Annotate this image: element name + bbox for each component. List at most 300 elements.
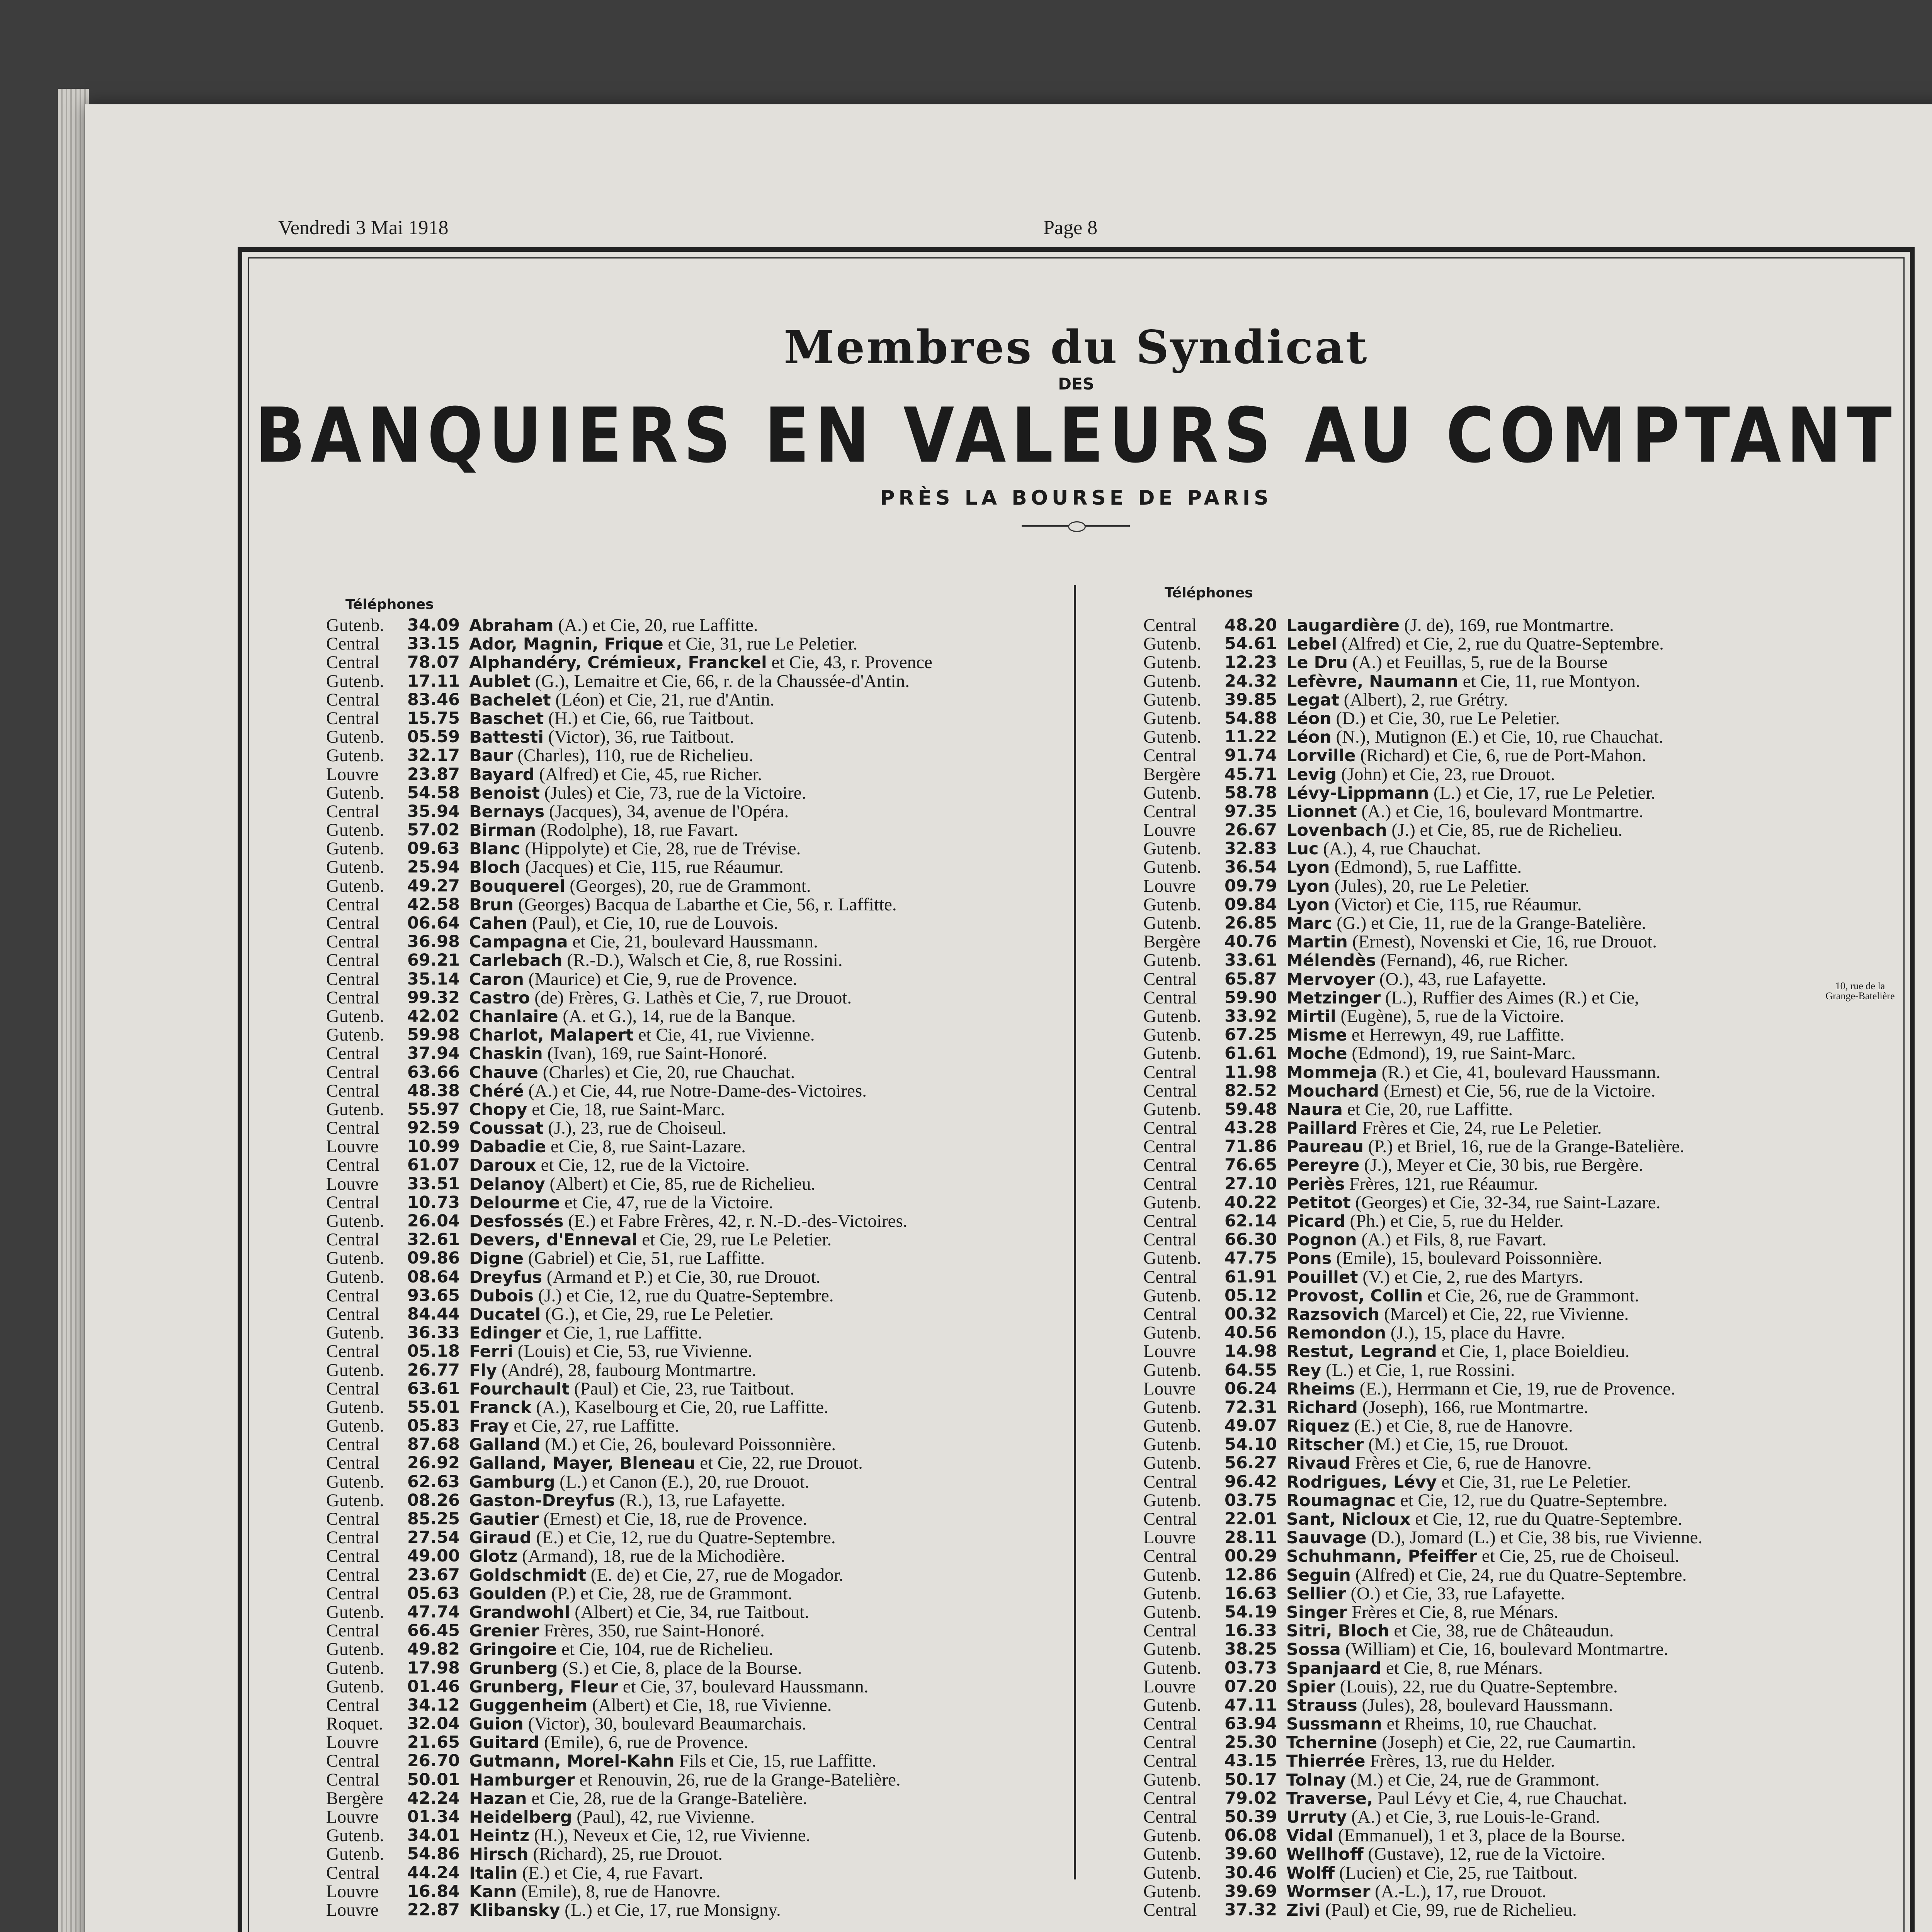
phone-number: 35.94 xyxy=(407,801,460,821)
member-address: (G.), et Cie, 29, rue Le Peletier. xyxy=(545,1304,774,1324)
phone-number: 59.48 xyxy=(1225,1099,1277,1119)
member-entry xyxy=(469,1435,836,1454)
member-row xyxy=(326,1082,932,1100)
member-name: Delanoy xyxy=(469,1174,545,1194)
exchange: Central xyxy=(1143,1304,1197,1324)
member-address: (J.), 23, rue de Choiseul. xyxy=(548,1118,727,1138)
member-address: et Cie, 12, rue du Quatre-Septembre. xyxy=(1400,1490,1668,1510)
member-address: et Cie, 38, rue de Châteaudun. xyxy=(1394,1621,1614,1641)
member-entry xyxy=(469,1007,796,1026)
member-name: Baschet xyxy=(469,709,544,728)
exchange: Central xyxy=(1143,801,1197,821)
phone-number: 91.74 xyxy=(1225,746,1277,765)
member-row xyxy=(1143,1510,1702,1528)
member-name: Battesti xyxy=(469,728,544,747)
phone-number: 34.12 xyxy=(407,1695,460,1715)
phone-number: 69.21 xyxy=(407,951,460,970)
member-address: (D.), Jomard (L.) et Cie, 38 bis, rue Vivienne. xyxy=(1371,1527,1703,1548)
member-row xyxy=(1143,1733,1702,1752)
member-row xyxy=(1143,1435,1702,1454)
phone-number: 66.30 xyxy=(1225,1230,1277,1250)
exchange: Central xyxy=(1143,1807,1197,1827)
member-name: Chaskin xyxy=(469,1044,543,1064)
phone-number: 09.63 xyxy=(407,839,460,859)
member-name: Lyon xyxy=(1286,858,1330,878)
member-row xyxy=(326,1733,932,1752)
member-address: (Paul) et Cie, 23, rue Taitbout. xyxy=(574,1378,794,1399)
member-entry xyxy=(469,970,797,988)
exchange: Gutenb. xyxy=(1143,1434,1202,1455)
member-row xyxy=(326,1007,932,1026)
member-entry xyxy=(469,1193,773,1212)
member-name: Grunberg, Fleur xyxy=(469,1677,619,1697)
member-name: Moche xyxy=(1286,1044,1347,1064)
member-name: Ducatel xyxy=(469,1304,541,1324)
member-address: (Fernand), 46, rue Richer. xyxy=(1380,950,1568,971)
exchange: Gutenb. xyxy=(326,1602,384,1622)
exchange: Louvre xyxy=(1143,1676,1196,1697)
member-entry xyxy=(469,802,789,821)
exchange: Central xyxy=(1143,1509,1197,1529)
member-entry xyxy=(469,1137,746,1156)
phone-number: 82.52 xyxy=(1225,1081,1277,1100)
phone-number: 26.67 xyxy=(1225,820,1277,840)
member-entry xyxy=(1286,1882,1546,1901)
phone-number: 36.33 xyxy=(407,1323,460,1343)
member-entry xyxy=(469,1342,752,1361)
member-row xyxy=(1143,1379,1702,1398)
member-name: Urruty xyxy=(1286,1808,1347,1827)
member-entry xyxy=(469,616,758,634)
phone-number: 11.22 xyxy=(1225,727,1277,747)
member-row xyxy=(1143,1044,1702,1063)
phone-number: 59.98 xyxy=(407,1025,460,1045)
member-row xyxy=(1143,1175,1702,1193)
member-row xyxy=(1143,746,1702,765)
member-name: Digne xyxy=(469,1249,524,1269)
exchange: Central xyxy=(326,1453,380,1473)
member-entry xyxy=(469,1398,828,1417)
member-entry xyxy=(469,1882,721,1901)
member-row xyxy=(1143,951,1702,969)
phone-number: 47.75 xyxy=(1225,1248,1277,1268)
exchange: Gutenb. xyxy=(326,876,384,896)
member-name: Vidal xyxy=(1286,1826,1333,1846)
phone-number: 47.74 xyxy=(407,1602,460,1622)
phone-number: 10.99 xyxy=(407,1137,460,1156)
member-entry xyxy=(469,1454,863,1472)
member-name: Abraham xyxy=(469,616,554,635)
member-address: (R.), 13, rue Lafayette. xyxy=(619,1490,786,1510)
member-row xyxy=(326,1230,932,1249)
member-address: et Cie, 31, rue Le Peletier. xyxy=(1441,1471,1631,1492)
member-row xyxy=(326,1621,932,1640)
title-des: DES xyxy=(1058,374,1094,393)
member-name: Gautier xyxy=(469,1510,539,1529)
exchange: Gutenb. xyxy=(1143,1099,1202,1119)
member-row xyxy=(326,1379,932,1398)
member-name: Galland, Mayer, Bleneau xyxy=(469,1454,696,1473)
member-address: (Ernest) et Cie, 56, rue de la Victoire. xyxy=(1383,1080,1656,1101)
member-name: Caron xyxy=(469,969,524,989)
member-name: Bouquerel xyxy=(469,876,565,896)
exchange: Central xyxy=(326,1155,380,1175)
phone-number: 85.25 xyxy=(407,1509,460,1529)
member-address: (E.) et Cie, 4, rue Favart. xyxy=(522,1862,703,1883)
member-address: (Victor), 36, rue Taitbout. xyxy=(548,727,734,747)
member-entry xyxy=(1286,1398,1588,1417)
exchange: Central xyxy=(326,652,380,673)
exchange: Gutenb. xyxy=(1143,950,1202,971)
member-name: Guggenheim xyxy=(469,1696,588,1715)
exchange: Central xyxy=(326,1695,380,1715)
member-entry xyxy=(469,1752,876,1770)
member-entry xyxy=(469,988,852,1007)
member-entry xyxy=(1286,1845,1605,1863)
member-name: Franck xyxy=(469,1398,532,1417)
member-entry xyxy=(1286,1752,1555,1770)
member-row xyxy=(1143,1621,1702,1640)
exchange: Central xyxy=(326,913,380,933)
member-entry xyxy=(469,1640,773,1658)
exchange: Gutenb. xyxy=(326,1267,384,1287)
member-entry xyxy=(1286,1659,1543,1677)
phone-number: 45.71 xyxy=(1225,764,1277,784)
member-entry xyxy=(1286,1696,1613,1714)
member-row xyxy=(326,1249,932,1267)
member-row xyxy=(1143,1491,1702,1510)
member-entry xyxy=(1286,821,1622,839)
member-row xyxy=(1143,1770,1702,1789)
member-row xyxy=(326,672,932,690)
member-name: Hazan xyxy=(469,1789,527,1808)
member-row xyxy=(1143,802,1702,821)
member-name: Alphandéry, Crémieux, Franckel xyxy=(469,653,767,673)
member-entry xyxy=(1286,746,1646,765)
member-row xyxy=(1143,1714,1702,1733)
member-address: (A.) et Cie, 20, rue Laffitte. xyxy=(558,615,758,635)
member-name: Lefèvre, Naumann xyxy=(1286,672,1458,691)
member-address: (Victor) et Cie, 115, rue Réaumur. xyxy=(1334,894,1582,915)
member-address: (A.), Kaselbourg et Cie, 20, rue Laffitte. xyxy=(536,1397,828,1417)
phone-number: 50.39 xyxy=(1225,1807,1277,1827)
member-row xyxy=(326,616,932,634)
member-name: Razsovich xyxy=(1286,1304,1380,1324)
exchange: Gutenb. xyxy=(1143,1825,1202,1846)
exchange: Gutenb. xyxy=(1143,1602,1202,1622)
phone-number: 61.91 xyxy=(1225,1267,1277,1287)
member-entry xyxy=(1286,970,1546,988)
member-address: (Gustave), 12, rue de la Victoire. xyxy=(1368,1844,1606,1864)
member-row xyxy=(1143,672,1702,690)
phone-number: 62.63 xyxy=(407,1472,460,1492)
phone-number: 33.51 xyxy=(407,1174,460,1194)
exchange: Louvre xyxy=(326,1136,379,1157)
member-entry xyxy=(1286,895,1582,914)
member-entry xyxy=(469,951,843,969)
exchange: Gutenb. xyxy=(326,1248,384,1269)
member-name: Periès xyxy=(1286,1174,1345,1194)
exchange: Central xyxy=(1143,1155,1197,1175)
member-row xyxy=(1143,1566,1702,1584)
exchange: Central xyxy=(326,987,380,1008)
exchange: Central xyxy=(1143,1230,1197,1250)
exchange: Gutenb. xyxy=(1143,1881,1202,1901)
member-row xyxy=(1143,784,1702,802)
phone-number: 79.02 xyxy=(1225,1788,1277,1808)
phone-number: 99.32 xyxy=(407,988,460,1007)
issue-date: Vendredi 3 Mai 1918 xyxy=(278,217,449,239)
phone-number: 33.92 xyxy=(1225,1006,1277,1026)
member-row xyxy=(326,1491,932,1510)
member-address: (E.) et Fabre Frères, 42, r. N.-D.-des-Victoires. xyxy=(568,1211,908,1231)
member-entry xyxy=(469,1044,767,1063)
member-address: (L.) et Cie, 17, rue Monsigny. xyxy=(565,1900,781,1920)
member-name: Ador, Magnin, Frique xyxy=(469,634,663,654)
member-name: Rivaud xyxy=(1286,1454,1351,1473)
exchange: Central xyxy=(326,1434,380,1455)
member-entry xyxy=(1286,1547,1679,1565)
member-address: (Edmond), 5, rue Laffitte. xyxy=(1334,857,1522,878)
member-name: Wormser xyxy=(1286,1882,1371,1901)
member-entry xyxy=(1286,1454,1592,1472)
member-address: et Herrewyn, 49, rue Laffitte. xyxy=(1351,1025,1565,1045)
member-row xyxy=(1143,1342,1702,1361)
phone-number: 76.65 xyxy=(1225,1155,1277,1175)
member-name: Martin xyxy=(1286,932,1348,952)
member-row xyxy=(326,1342,932,1361)
member-name: Coussat xyxy=(469,1119,544,1138)
member-row xyxy=(1143,1901,1702,1919)
phone-number: 56.27 xyxy=(1225,1453,1277,1473)
member-address: (Alfred) et Cie, 24, rue du Quatre-Septembre. xyxy=(1355,1565,1687,1585)
member-address: (A.) et Feuillas, 5, rue de la Bourse xyxy=(1352,652,1608,673)
phone-number: 34.01 xyxy=(407,1826,460,1845)
member-address: (Jacques) et Cie, 115, rue Réaumur. xyxy=(525,857,784,878)
exchange: Central xyxy=(1143,1546,1197,1566)
member-entry xyxy=(469,1305,774,1323)
exchange: Gutenb. xyxy=(1143,1565,1202,1585)
member-entry xyxy=(469,1249,765,1267)
phone-number: 35.14 xyxy=(407,969,460,989)
member-address: (G.), Lemaitre et Cie, 66, r. de la Chaussée-d'Antin. xyxy=(535,671,910,691)
phone-number: 61.07 xyxy=(407,1155,460,1175)
member-address: et Renouvin, 26, rue de la Grange-Batelière. xyxy=(579,1769,901,1790)
member-name: Kann xyxy=(469,1882,517,1901)
member-name: Lévy-Lippmann xyxy=(1286,783,1429,803)
member-address: (Ivan), 169, rue Saint-Honoré. xyxy=(547,1043,767,1064)
member-entry xyxy=(469,1491,786,1510)
phone-number: 22.01 xyxy=(1225,1509,1277,1529)
member-row xyxy=(326,634,932,653)
member-address: et Cie, 47, rue de la Victoire. xyxy=(564,1192,774,1213)
member-entry xyxy=(1286,839,1481,858)
exchange: Gutenb. xyxy=(326,838,384,859)
member-entry xyxy=(469,1808,755,1826)
member-name: Baur xyxy=(469,746,513,766)
member-address: (N.), Mutignon (E.) et Cie, 10, rue Chauchat. xyxy=(1336,727,1663,747)
phone-number: 44.24 xyxy=(407,1863,460,1883)
exchange: Central xyxy=(1143,1900,1197,1920)
member-address: et Cie, 27, rue Laffitte. xyxy=(514,1416,679,1436)
phone-number: 55.01 xyxy=(407,1397,460,1417)
member-address: (Rodolphe), 18, rue Favart. xyxy=(540,820,738,840)
exchange: Gutenb. xyxy=(326,727,384,747)
member-entry xyxy=(469,1063,795,1082)
member-entry xyxy=(1286,1249,1602,1267)
exchange: Central xyxy=(326,708,380,728)
member-row xyxy=(1143,1026,1702,1044)
phone-number: 49.07 xyxy=(1225,1416,1277,1436)
member-entry xyxy=(469,1826,810,1845)
exchange: Gutenb. xyxy=(1143,913,1202,933)
member-entry xyxy=(469,709,754,728)
member-name: Lionnet xyxy=(1286,802,1357,821)
member-name: Pons xyxy=(1286,1249,1332,1269)
member-name: Pouillet xyxy=(1286,1267,1358,1287)
phone-number: 28.11 xyxy=(1225,1528,1277,1548)
phone-number: 00.32 xyxy=(1225,1304,1277,1324)
phone-number: 72.31 xyxy=(1225,1397,1277,1417)
member-entry xyxy=(1286,1361,1515,1379)
exchange: Gutenb. xyxy=(1143,1006,1202,1026)
member-entry xyxy=(469,1845,723,1863)
member-name: Sitri, Bloch xyxy=(1286,1621,1389,1641)
member-row xyxy=(1143,1864,1702,1882)
member-name: Schuhmann, Pfeiffer xyxy=(1286,1547,1477,1566)
exchange: Gutenb. xyxy=(326,1211,384,1231)
member-row xyxy=(326,1584,932,1603)
member-name: Zivi xyxy=(1286,1900,1321,1920)
member-name: Italin xyxy=(469,1863,518,1883)
member-entry xyxy=(1286,1808,1600,1826)
member-address: (H.) et Cie, 66, rue Taitbout. xyxy=(548,708,754,728)
member-name: Gringoire xyxy=(469,1640,557,1660)
member-entry xyxy=(469,1901,781,1919)
phone-number: 37.32 xyxy=(1225,1900,1277,1920)
phone-number: 26.70 xyxy=(407,1751,460,1771)
member-row xyxy=(1143,895,1702,914)
member-row xyxy=(1143,1156,1702,1174)
exchange: Central xyxy=(326,1285,380,1306)
member-entry xyxy=(469,1770,901,1789)
phone-number: 21.65 xyxy=(407,1733,460,1752)
member-name: Cahen xyxy=(469,914,527,933)
phone-number: 27.54 xyxy=(407,1528,460,1548)
phone-number: 54.10 xyxy=(1225,1435,1277,1454)
member-entry xyxy=(1286,1286,1639,1305)
member-name: Misme xyxy=(1286,1026,1347,1045)
member-name: Gutmann, Morel-Kahn xyxy=(469,1752,675,1771)
member-entry xyxy=(469,672,910,690)
member-row xyxy=(326,970,932,988)
member-name: Chéré xyxy=(469,1081,524,1101)
member-entry xyxy=(1286,1510,1682,1528)
phone-number: 33.61 xyxy=(1225,951,1277,970)
exchange: Gutenb. xyxy=(326,1360,384,1380)
member-row xyxy=(1143,1286,1702,1305)
member-address: (Ernest), Novenski et Cie, 16, rue Drouot. xyxy=(1352,932,1657,952)
member-row xyxy=(326,1566,932,1584)
member-entry xyxy=(469,634,857,653)
exchange: Louvre xyxy=(1143,876,1196,896)
phone-number: 12.23 xyxy=(1225,653,1277,672)
phone-number: 49.82 xyxy=(407,1639,460,1659)
member-row xyxy=(326,1845,932,1863)
phone-number: 43.28 xyxy=(1225,1118,1277,1138)
phone-number: 48.38 xyxy=(407,1081,460,1100)
exchange: Gutenb. xyxy=(1143,1323,1202,1343)
member-name: Laugardière xyxy=(1286,616,1400,635)
member-name: Tolnay xyxy=(1286,1770,1346,1790)
member-address: (Lucien) et Cie, 25, rue Taitbout. xyxy=(1339,1862,1578,1883)
exchange: Central xyxy=(326,1080,380,1101)
member-entry xyxy=(1286,1007,1564,1026)
member-row xyxy=(326,1454,932,1472)
member-entry xyxy=(1286,914,1646,932)
member-row xyxy=(1143,765,1702,784)
exchange: Gutenb. xyxy=(1143,652,1202,673)
member-address: (Ph.) et Cie, 5, rue du Helder. xyxy=(1350,1211,1564,1231)
member-row xyxy=(1143,690,1702,709)
member-address: (Léon) et Cie, 21, rue d'Antin. xyxy=(555,689,775,710)
phone-number: 07.20 xyxy=(1225,1677,1277,1696)
member-address: (Emmanuel), 1 et 3, place de la Bourse. xyxy=(1338,1825,1626,1846)
member-name: Heidelberg xyxy=(469,1808,572,1827)
member-address: et Cie, 8, rue Saint-Lazare. xyxy=(550,1136,746,1157)
member-address: (Charles), 110, rue de Richelieu. xyxy=(517,745,753,766)
phone-number: 22.87 xyxy=(407,1900,460,1920)
member-name: Klibansky xyxy=(469,1900,560,1920)
member-entry xyxy=(469,1621,765,1640)
member-entry xyxy=(1286,1491,1667,1510)
member-row xyxy=(1143,1193,1702,1212)
member-entry xyxy=(1286,1528,1702,1547)
member-address: (A.) et Cie, 44, rue Notre-Dame-des-Victoires. xyxy=(528,1080,867,1101)
member-address: et Cie, 26, rue de Grammont. xyxy=(1427,1285,1639,1306)
member-address: (A.-L.), 17, rue Drouot. xyxy=(1375,1881,1546,1901)
stacked-page-edges xyxy=(58,89,89,1932)
member-address: et Cie, 43, r. Provence xyxy=(771,652,932,673)
member-name: Fourchault xyxy=(469,1379,570,1399)
phone-number: 64.55 xyxy=(1225,1360,1277,1380)
member-entry xyxy=(469,1659,802,1677)
member-row xyxy=(326,1044,932,1063)
phone-number: 92.59 xyxy=(407,1118,460,1138)
exchange: Central xyxy=(326,1043,380,1064)
exchange: Central xyxy=(326,634,380,654)
member-name: Fly xyxy=(469,1361,497,1380)
phone-number: 40.76 xyxy=(1225,932,1277,952)
member-address: (Joseph), 166, rue Montmartre. xyxy=(1362,1397,1588,1417)
member-name: Edinger xyxy=(469,1323,541,1343)
member-row xyxy=(1143,821,1702,839)
member-entry xyxy=(1286,1677,1618,1696)
phone-number: 25.30 xyxy=(1225,1733,1277,1752)
phone-number: 26.85 xyxy=(1225,913,1277,933)
exchange: Gutenb. xyxy=(1143,727,1202,747)
member-name: Lyon xyxy=(1286,876,1330,896)
member-row xyxy=(326,988,932,1007)
member-address: (Louis) et Cie, 53, rue Vivienne. xyxy=(517,1341,752,1362)
exchange: Gutenb. xyxy=(1143,782,1202,803)
member-name: Benoist xyxy=(469,783,540,803)
member-row xyxy=(326,1547,932,1565)
phone-number: 42.58 xyxy=(407,895,460,914)
exchange: Central xyxy=(1143,1751,1197,1771)
member-name: Delourme xyxy=(469,1193,560,1213)
exchange: Central xyxy=(1143,1173,1197,1194)
